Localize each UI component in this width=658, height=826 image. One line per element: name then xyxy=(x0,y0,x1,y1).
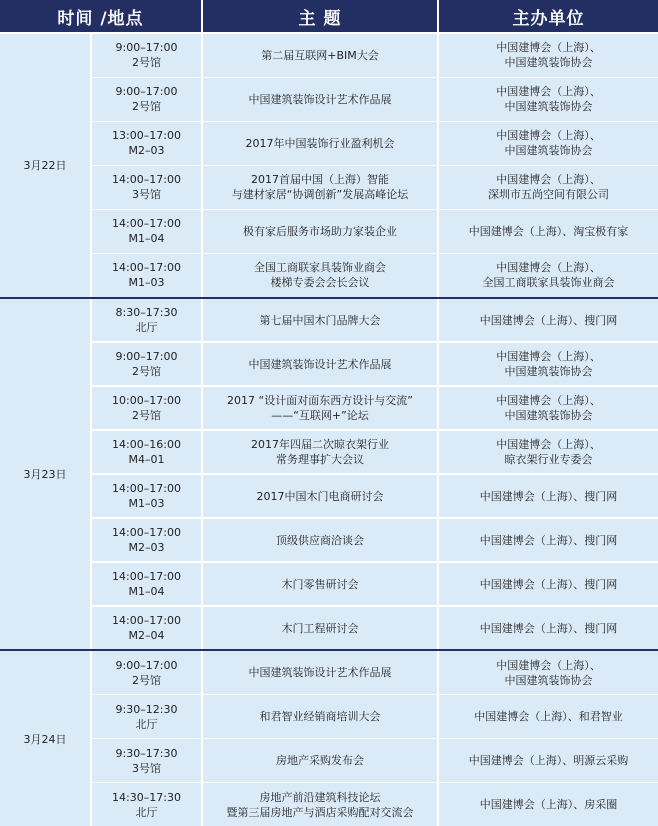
session-place: 2号馆 xyxy=(132,365,161,379)
session-place: M1–04 xyxy=(128,585,165,599)
time-place-cell xyxy=(92,210,201,253)
session-place: M4–01 xyxy=(128,453,165,467)
session-time: 14:00–17:00 xyxy=(112,482,181,496)
session-place: 2号馆 xyxy=(132,673,161,687)
theme-line: 木门零售研讨会 xyxy=(281,577,359,591)
organizer-line: 中国建博会（上海）、搜门网 xyxy=(479,489,618,503)
session-time: 14:00–17:00 xyxy=(112,614,181,628)
theme-line: 楼梯专委会会长会议 xyxy=(270,276,370,290)
theme-cell xyxy=(203,651,437,694)
time-place-cell xyxy=(92,519,201,562)
theme-line: 2017年四届二次晾衣架行业 xyxy=(251,438,389,452)
session-place: M1–03 xyxy=(128,497,165,511)
theme-line: 顶级供应商洽谈会 xyxy=(276,533,364,547)
organizer-line: 中国建博会（上海）、 xyxy=(496,41,601,55)
theme-line: 第二届互联网+BIM大会 xyxy=(261,48,379,62)
organizer-cell xyxy=(439,210,658,253)
theme-cell xyxy=(203,254,437,297)
theme-cell xyxy=(203,783,437,826)
time-place-cell xyxy=(92,783,201,826)
time-place-cell xyxy=(92,343,201,386)
theme-line: 房地产前沿建筑科技论坛 xyxy=(259,790,381,804)
organizer-cell xyxy=(439,519,658,562)
session-time: 10:00–17:00 xyxy=(112,394,181,408)
organizer-line: 中国建博会（上海）、房采圈 xyxy=(479,798,618,812)
organizer-line: 中国建博会（上海）、 xyxy=(496,85,601,99)
organizer-line: 全国工商联家具装饰业商会 xyxy=(482,276,615,290)
session-time: 8:30–17:30 xyxy=(115,306,178,320)
session-place: 北厅 xyxy=(135,805,158,819)
session-time: 9:00–17:00 xyxy=(115,658,178,672)
organizer-cell xyxy=(439,651,658,694)
time-place-cell xyxy=(92,387,201,430)
time-place-cell xyxy=(92,431,201,474)
theme-line: 与建材家居“协调创新”发展高峰论坛 xyxy=(231,188,409,202)
organizer-cell xyxy=(439,34,658,77)
session-time: 14:00–17:00 xyxy=(112,526,181,540)
organizer-cell xyxy=(439,78,658,121)
session-place: M2–03 xyxy=(128,144,165,158)
session-place: M1–03 xyxy=(128,276,165,290)
session-time: 9:30–17:30 xyxy=(115,746,178,760)
theme-line: 中国建筑装饰设计艺术作品展 xyxy=(248,666,392,680)
organizer-line: 中国建筑装饰协会 xyxy=(504,409,593,423)
session-time: 9:00–17:00 xyxy=(115,350,178,364)
organizer-line: 中国建筑装饰协会 xyxy=(504,56,593,70)
theme-line: 2017年中国装饰行业盈利机会 xyxy=(245,136,395,150)
organizer-line: 中国建博会（上海）、和君智业 xyxy=(474,710,623,724)
theme-line: 2017中国木门电商研讨会 xyxy=(256,489,384,503)
theme-cell xyxy=(203,431,437,474)
organizer-line: 中国建博会（上海）、 xyxy=(496,658,601,672)
session-time: 14:00–17:00 xyxy=(112,570,181,584)
session-time: 14:00–16:00 xyxy=(112,438,181,452)
theme-line: 极有家后服务市场助力家装企业 xyxy=(243,224,397,238)
session-place: 3号馆 xyxy=(132,761,161,775)
time-place-cell xyxy=(92,78,201,121)
session-time: 14:00–17:00 xyxy=(112,173,181,187)
organizer-cell xyxy=(439,563,658,606)
session-time: 14:00–17:00 xyxy=(112,261,181,275)
theme-line: 中国建筑装饰设计艺术作品展 xyxy=(248,357,392,371)
session-place: 2号馆 xyxy=(132,409,161,423)
date-cell: 3月23日 xyxy=(0,299,90,650)
theme-line: 第七届中国木门品牌大会 xyxy=(259,313,381,327)
organizer-cell xyxy=(439,739,658,782)
date-cell: 3月22日 xyxy=(0,34,90,297)
header-time-place: 时间 /地点 xyxy=(0,0,201,32)
session-place: M2–03 xyxy=(128,541,165,555)
theme-cell xyxy=(203,475,437,518)
time-place-cell xyxy=(92,254,201,297)
session-place: M2–04 xyxy=(128,629,165,643)
organizer-cell xyxy=(439,695,658,738)
organizer-cell xyxy=(439,166,658,209)
organizer-cell xyxy=(439,783,658,826)
time-place-cell xyxy=(92,607,201,650)
organizer-cell xyxy=(439,254,658,297)
organizer-line: 中国建博会（上海）、 xyxy=(496,438,601,452)
theme-cell xyxy=(203,122,437,165)
theme-cell xyxy=(203,739,437,782)
organizer-cell xyxy=(439,299,658,342)
time-place-cell xyxy=(92,166,201,209)
time-place-cell xyxy=(92,475,201,518)
organizer-cell xyxy=(439,387,658,430)
organizer-line: 中国建博会（上海）、 xyxy=(496,129,601,143)
organizer-line: 中国建博会（上海）、 xyxy=(496,261,601,275)
time-place-cell xyxy=(92,739,201,782)
organizer-line: 中国建博会（上海）、搜门网 xyxy=(479,313,618,327)
organizer-cell xyxy=(439,122,658,165)
organizer-cell xyxy=(439,343,658,386)
theme-cell xyxy=(203,166,437,209)
organizer-line: 中国建筑装饰协会 xyxy=(504,100,593,114)
time-place-cell xyxy=(92,299,201,342)
organizer-cell xyxy=(439,431,658,474)
organizer-line: 中国建博会（上海）、淘宝极有家 xyxy=(468,224,629,238)
organizer-line: 中国建博会（上海）、 xyxy=(496,173,601,187)
theme-line: 2017首届中国（上海）智能 xyxy=(251,173,389,187)
session-place: 2号馆 xyxy=(132,100,161,114)
theme-cell xyxy=(203,78,437,121)
header-theme: 主 题 xyxy=(203,0,437,32)
session-time: 9:00–17:00 xyxy=(115,85,178,99)
header-organizer: 主办单位 xyxy=(439,0,658,32)
session-place: 北厅 xyxy=(135,321,158,335)
organizer-line: 中国建博会（上海）、 xyxy=(496,394,601,408)
theme-line: 木门工程研讨会 xyxy=(281,621,359,635)
theme-cell xyxy=(203,563,437,606)
organizer-line: 中国建博会（上海）、搜门网 xyxy=(479,621,618,635)
theme-line: 全国工商联家具装饰业商会 xyxy=(254,261,386,275)
theme-line: 常务理事扩大会议 xyxy=(276,453,364,467)
organizer-line: 晾衣架行业专委会 xyxy=(504,453,593,467)
organizer-line: 中国建博会（上海）、搜门网 xyxy=(479,577,618,591)
session-place: 北厅 xyxy=(135,717,158,731)
organizer-line: 中国建博会（上海）、明源云采购 xyxy=(468,754,629,768)
theme-line: 2017 “设计面对面东西方设计与交流” xyxy=(227,394,413,408)
session-time: 14:30–17:30 xyxy=(112,790,181,804)
session-place: 2号馆 xyxy=(132,56,161,70)
theme-cell xyxy=(203,343,437,386)
session-time: 13:00–17:00 xyxy=(112,129,181,143)
session-time: 14:00–17:00 xyxy=(112,217,181,231)
theme-line: 暨第三届房地产与酒店采购配对交流会 xyxy=(226,805,414,819)
organizer-line: 中国建筑装饰协会 xyxy=(504,365,593,379)
session-place: 3号馆 xyxy=(132,188,161,202)
time-place-cell xyxy=(92,34,201,77)
theme-line: 房地产采购发布会 xyxy=(276,754,364,768)
session-time: 9:30–12:30 xyxy=(115,702,178,716)
theme-line: 和君智业经销商培训大会 xyxy=(259,710,381,724)
session-time: 9:00–17:00 xyxy=(115,41,178,55)
organizer-line: 中国建博会（上海）、 xyxy=(496,350,601,364)
date-cell: 3月24日 xyxy=(0,651,90,826)
time-place-cell xyxy=(92,695,201,738)
organizer-cell xyxy=(439,607,658,650)
theme-cell xyxy=(203,387,437,430)
organizer-line: 中国建筑装饰协会 xyxy=(504,144,593,158)
organizer-cell xyxy=(439,475,658,518)
time-place-cell xyxy=(92,563,201,606)
theme-cell xyxy=(203,299,437,342)
theme-line: 中国建筑装饰设计艺术作品展 xyxy=(248,92,392,106)
theme-cell xyxy=(203,607,437,650)
theme-line: ——“互联网+”论坛 xyxy=(271,409,369,423)
organizer-line: 中国建筑装饰协会 xyxy=(504,673,593,687)
theme-cell xyxy=(203,210,437,253)
theme-cell xyxy=(203,34,437,77)
session-place: M1–04 xyxy=(128,232,165,246)
theme-cell xyxy=(203,519,437,562)
organizer-line: 中国建博会（上海）、搜门网 xyxy=(479,533,618,547)
time-place-cell xyxy=(92,651,201,694)
time-place-cell xyxy=(92,122,201,165)
theme-cell xyxy=(203,695,437,738)
organizer-line: 深圳市五尚空间有限公司 xyxy=(488,188,609,202)
